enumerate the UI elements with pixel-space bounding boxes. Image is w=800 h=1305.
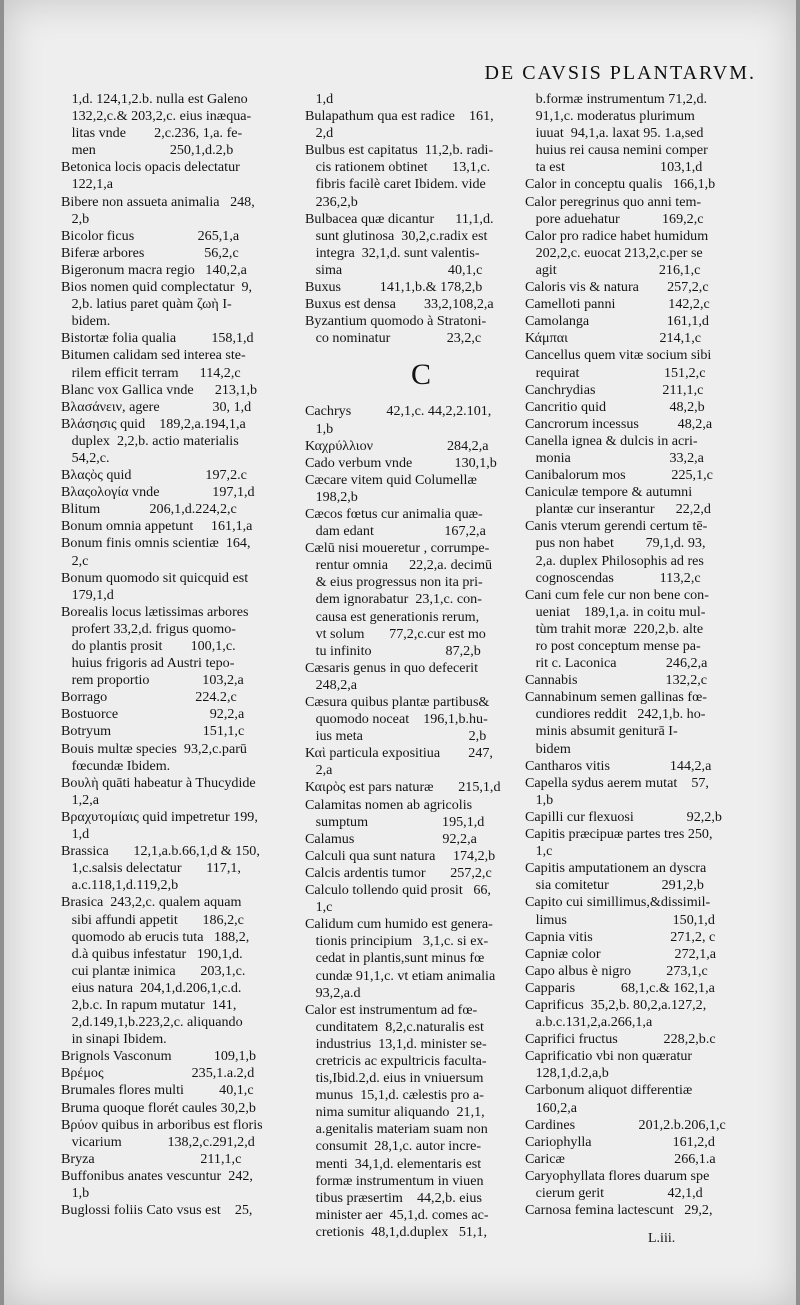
index-line: Bryza 211,1,c — [61, 1150, 242, 1167]
index-line: consumit 28,1,c. autor incre- — [305, 1138, 482, 1155]
index-line: Buglossi foliis Cato vsus est 25, — [61, 1202, 253, 1219]
index-line: Calamus 92,2,a — [305, 830, 477, 847]
index-line: Cannabis 132,2,c — [525, 672, 708, 689]
index-column-3 — [525, 91, 757, 1219]
index-line: 2,a — [305, 762, 333, 779]
index-line: minis absumit geniturā I- — [525, 723, 678, 740]
index-line: Cannabinum semen gallinas fœ- — [525, 689, 708, 706]
index-line: Capniæ color 272,1,a — [525, 945, 717, 962]
index-line: monia 33,2,a — [525, 449, 704, 466]
index-line: tionis principium 3,1,c. si ex- — [305, 933, 489, 950]
index-line: iuuat 94,1,a. laxat 95. 1.a,sed — [525, 125, 704, 142]
index-line: rentur omnia 22,2,a. decimū — [305, 557, 493, 574]
index-line: Calor peregrinus quo anni tem- — [525, 193, 702, 210]
index-line: Camolanga 161,1,d — [525, 313, 709, 330]
index-line: Canchrydias 211,1,c — [525, 381, 704, 398]
index-line: 2,b — [61, 210, 90, 227]
index-line: Caryophyllata flores duarum spe — [525, 1167, 710, 1184]
index-line: Bistortæ folia qualia 158,1,d — [61, 330, 254, 347]
index-line: Caricæ 266,1.a — [525, 1150, 716, 1167]
index-line: cundiores reddit 242,1,b. ho- — [525, 706, 706, 723]
index-line: Cado verbum vnde 130,1,b — [305, 454, 497, 471]
index-line: Βρύον quibus in arboribus est floris — [61, 1116, 263, 1133]
index-line: Caprifici fructus 228,2,b.c — [525, 1031, 716, 1048]
index-line: dem ignorabatur 23,1,c. con- — [305, 591, 482, 608]
index-line: Cæcos fœtus cur animalia quæ- — [305, 505, 483, 522]
index-line: bidem. — [61, 313, 111, 330]
index-line: Cæcare vitem quid Columellæ — [305, 471, 477, 488]
index-line: menti 34,1,d. elementaris est — [305, 1155, 482, 1172]
index-line: Cæsura quibus plantæ partibus& — [305, 694, 490, 710]
index-line: Capella sydus aerem mutat 57, — [525, 774, 709, 791]
index-line: Brignols Vasconum 109,1,b — [61, 1048, 257, 1065]
index-line: vt solum 77,2,c.cur est mo — [305, 625, 486, 642]
index-line — [305, 393, 537, 403]
index-line: Καὶ particula expositiua 247, — [305, 745, 493, 762]
index-line: ius meta 2,b — [305, 728, 487, 745]
index-line: 93,2,a.d — [305, 984, 361, 1001]
index-line: 2,d — [305, 125, 334, 142]
index-line: 179,1,d — [61, 586, 114, 603]
index-line: Βλαςολογία vnde 197,1,d — [61, 484, 255, 501]
index-line: Capo albus è nigro 273,1,c — [525, 962, 708, 979]
index-line: 128,1,d.2,a,b — [525, 1065, 609, 1082]
index-line: Biferæ arbores 56,2,c — [61, 244, 239, 261]
index-line: Cæsaris genus in quo defecerit — [305, 659, 478, 676]
index-line: a.b.c.131,2,a.266,1,a — [525, 1014, 653, 1031]
index-line: bidem — [525, 740, 571, 757]
index-line: limus 150,1,d — [525, 911, 715, 928]
index-line: 1,d — [61, 826, 90, 843]
index-line: Buffonibus anates vescuntur 242, — [61, 1167, 253, 1184]
index-line: & eius progressus non ita pri- — [305, 574, 483, 591]
index-line: 160,2,a — [525, 1099, 578, 1116]
index-line: Cælū nisi moueretur , corrumpe- — [305, 540, 490, 557]
index-line: d.à quibus infestatur 190,1,d. — [61, 945, 243, 962]
index-line: 1,b — [61, 1185, 90, 1201]
index-line: Βλασάνειν, agere 30, 1,d — [61, 398, 252, 415]
index-line: pore aduehatur 169,2,c — [525, 210, 704, 227]
index-line: a.genitalis materiam suam non — [305, 1121, 488, 1138]
index-line: Βραχυτομίαις quid impetretur 199, — [61, 808, 258, 825]
index-line: Βλάσησις quid 189,2,a.194,1,a — [61, 415, 246, 432]
index-line: tu infinito 87,2,b — [305, 642, 481, 659]
index-line: Bonum omnia appetunt 161,1,a — [61, 518, 253, 535]
index-line: a.c.118,1,d.119,2,b — [61, 877, 179, 894]
index-line: rilem efficit terram 114,2,c — [61, 364, 241, 381]
index-line: sima 40,1,c — [305, 261, 483, 278]
index-line: Caprificatio vbi non quæratur — [525, 1048, 693, 1065]
index-line: Betonica locis opacis delectatur — [61, 159, 240, 176]
index-line: Borealis locus lætissimas arbores — [61, 603, 249, 620]
index-line: munus 15,1,d. cælestis pro a- — [305, 1087, 484, 1104]
index-line: litas vnde 2,c.236, 1,a. fe- — [61, 125, 243, 142]
index-line: Brasica 243,2,c. qualem aquam — [61, 894, 242, 911]
index-line: cis rationem obtinet 13,1,c. — [305, 159, 491, 176]
index-line: 1,b — [305, 420, 334, 437]
index-line: Borrago 224.2,c — [61, 689, 237, 706]
index-line: causa est generationis rerum, — [305, 608, 480, 625]
index-line: Βουλὴ quāti habeatur à Thucydide — [61, 774, 256, 791]
index-line: 198,2,b — [305, 488, 358, 505]
index-line: 2,b. latius paret quàm ζωὴ I- — [61, 296, 232, 313]
index-line: Bigeronum macra regio 140,2,a — [61, 261, 247, 278]
index-line: Bitumen calidam sed interea ste- — [61, 347, 246, 364]
index-line: vicarium 138,2,c.291,2,d — [61, 1133, 255, 1150]
index-line: sumptum 195,1,d — [305, 813, 485, 830]
index-line: cognoscendas 113,2,c — [525, 569, 701, 586]
index-line: 202,2,c. euocat 213,2,c.per se — [525, 244, 703, 261]
index-line: cretricis ac expultricis faculta- — [305, 1052, 487, 1069]
index-line: 1,c.salsis delectatur 117,1, — [61, 860, 241, 877]
index-line: Caprificus 35,2,b. 80,2,a.127,2, — [525, 996, 707, 1013]
index-line: 236,2,b — [305, 193, 358, 210]
index-line: Carnosa femina lactescunt 29,2, — [525, 1202, 713, 1219]
signature-mark: L.iii. — [648, 1231, 676, 1246]
index-line: cundæ 91,1,c. vt etiam animalia — [305, 967, 496, 984]
index-line: Calor est instrumentum ad fœ- — [305, 1001, 478, 1018]
index-line: cunditatem 8,2,c.naturalis est — [305, 1018, 484, 1035]
index-line: sia comitetur 291,2,b — [525, 877, 704, 894]
index-line: 2,c — [61, 552, 89, 569]
index-line: Canella ignea & dulcis in acri- — [525, 432, 698, 449]
index-line: Calidum cum humido est genera- — [305, 916, 493, 933]
index-line: Camelloti panni 142,2,c — [525, 296, 710, 313]
index-line: 248,2,a — [305, 676, 358, 693]
index-line: cui plantæ inimica 203,1,c. — [61, 962, 246, 979]
index-line: Capito cui simillimus,&dissimil- — [525, 894, 711, 911]
index-line: Botryum 151,1,c — [61, 723, 245, 740]
index-line: 91,1,c. moderatus plurimum — [525, 108, 695, 125]
section-letter: C — [410, 358, 431, 392]
index-line: Calor in conceptu qualis 166,1,b — [525, 176, 716, 193]
index-line: Canibalorum mos 225,1,c — [525, 467, 713, 484]
index-line: quomodo noceat 196,1,b.hu- — [305, 711, 488, 728]
index-line: sunt glutinosa 30,2,c.radix est — [305, 227, 488, 244]
index-line: Capilli cur flexuosi 92,2,b — [525, 808, 722, 825]
index-line: nima sumitur aliquando 21,1, — [305, 1104, 485, 1121]
index-line: Brassica 12,1,a.b.66,1,d & 150, — [61, 843, 260, 860]
index-line: Bruma quoque florét caules 30,2,b — [61, 1099, 256, 1116]
index-line: Capnia vitis 271,2, c — [525, 928, 716, 945]
index-line: Κάμπαι 214,1,c — [525, 330, 701, 347]
index-line: Calamitas nomen ab agricolis — [305, 796, 473, 813]
index-line: sibi affundi appetit 186,2,c — [61, 911, 244, 928]
index-line: tis,Ibid.2,d. eius in vniuersum — [305, 1070, 484, 1087]
index-line: 2,d.149,1,b.223,2,c. aliquando — [61, 1014, 243, 1031]
index-line: Capitis amputationem an dyscra — [525, 860, 707, 877]
index-line: industrius 13,1,d. minister se- — [305, 1035, 487, 1052]
index-line: Cani cum fele cur non bene con- — [525, 586, 709, 603]
index-line: Cancellus quem vitæ socium sibi — [525, 347, 712, 364]
index-line: Cardines 201,2.b.206,1,c — [525, 1116, 726, 1133]
index-line: Bibere non assueta animalia 248, — [61, 193, 255, 210]
index-line: Blanc vox Gallica vnde 213,1,b — [61, 381, 258, 398]
index-line: huius frigoris ad Austri tepo- — [61, 655, 235, 672]
index-line: Blitum 206,1,d.224,2,c — [61, 501, 237, 518]
index-line: Cachrys 42,1,c. 44,2,2.101, — [305, 403, 492, 420]
index-line: Canis vterum gerendi certum tē- — [525, 518, 708, 535]
index-line: rit c. Laconica 246,2,a — [525, 655, 708, 672]
index-line: integra 32,1,d. sunt valentis- — [305, 244, 480, 261]
index-line: Bonum finis omnis scientiæ 164, — [61, 535, 251, 552]
index-line: plantæ cur inserantur 22,2,d — [525, 501, 711, 518]
index-line: Καιρὸς est pars naturæ 215,1,d — [305, 779, 501, 796]
index-line: huius rei causa nemini comper — [525, 142, 708, 159]
index-line: Calcis ardentis tumor 257,2,c — [305, 864, 492, 881]
index-line: do plantis prosit 100,1,c. — [61, 638, 236, 654]
index-line: 2,a. duplex Philosophis ad res — [525, 552, 704, 569]
index-line: Bonum quomodo sit quicquid est — [61, 569, 249, 586]
index-line: Cancrorum incessus 48,2,a — [525, 415, 713, 432]
index-line: Cancritio quid 48,2,b — [525, 398, 705, 415]
index-line: fœcundæ Ibidem. — [61, 757, 171, 774]
index-line: minister aer 45,1,d. comes ac- — [305, 1206, 489, 1223]
index-line: Cantharos vitis 144,2,a — [525, 757, 712, 774]
index-line: Cariophylla 161,2,d — [525, 1133, 715, 1150]
index-line: cierum gerit 42,1,d — [525, 1185, 703, 1201]
index-line: in sinapi Ibidem. — [61, 1031, 167, 1048]
index-line: co nominatur 23,2,c — [305, 330, 482, 347]
index-line: quomodo ab erucis tuta 188,2, — [61, 928, 250, 945]
index-line: Βρέμος 235,1.a.2,d — [61, 1065, 255, 1082]
index-line: 54,2,c. — [61, 449, 110, 466]
index-line: 1,d. 124,1,2.b. nulla est Galeno — [61, 91, 248, 107]
index-line: 1,d — [305, 91, 334, 107]
index-line: ueniat 189,1,a. in coitu mul- — [525, 603, 706, 620]
index-line: requirat 151,2,c — [525, 364, 706, 381]
index-line: Buxus est densa 33,2,108,2,a — [305, 296, 494, 313]
index-line: 122,1,a — [61, 176, 114, 193]
index-line: Bouis multæ species 93,2,c.parū — [61, 740, 247, 757]
index-line — [305, 347, 537, 357]
index-line: Bios nomen quid complectatur 9, — [61, 279, 253, 296]
index-line: agit 216,1,c — [525, 261, 701, 278]
index-line: Bicolor ficus 265,1,a — [61, 227, 240, 244]
index-line: b.formæ instrumentum 71,2,d. — [525, 91, 708, 107]
index-line: Bulapathum qua est radice 161, — [305, 108, 494, 125]
index-line: Byzantium quomodo à Stratoni- — [305, 313, 487, 330]
index-line: Buxus 141,1,b.& 178,2,b — [305, 279, 483, 296]
index-line: 1,c — [305, 899, 333, 916]
index-line: Calculi qua sunt natura 174,2,b — [305, 847, 496, 864]
index-line: Brumales flores multi 40,1,c — [61, 1082, 254, 1099]
index-line: Calculo tollendo quid prosit 66, — [305, 882, 491, 899]
book-page — [4, 0, 796, 1305]
index-line: Caloris vis & natura 257,2,c — [525, 279, 709, 296]
index-line: Carbonum aliquot differentiæ — [525, 1082, 693, 1099]
index-line: cretionis 48,1,d.duplex 51,1, — [305, 1223, 488, 1240]
index-line: 1,b — [525, 791, 554, 808]
index-line: formæ instrumentum in viuen — [305, 1172, 484, 1189]
index-line: tùm trahit moræ 220,2,b. alte — [525, 620, 704, 637]
index-line: Καχρύλλιον 284,2,a — [305, 437, 489, 454]
index-line: Bulbus est capitatus 11,2,b. radi- — [305, 142, 494, 159]
index-line: Βλαςὸς quid 197,2.c — [61, 467, 247, 484]
index-line: ro post conceptum mense pa- — [525, 638, 701, 654]
index-line: Capparis 68,1,c.& 162,1,a — [525, 979, 715, 996]
index-line: Calor pro radice habet humidum — [525, 227, 709, 244]
index-line: profert 33,2,d. frigus quomo- — [61, 620, 236, 637]
running-header: DE CAVSIS PLANTARVM. — [484, 62, 756, 84]
index-line: duplex 2,2,b. actio materialis — [61, 432, 239, 449]
index-line: ta est 103,1,d — [525, 159, 703, 176]
index-line: 132,2,c.& 203,2,c. eius inæqua- — [61, 108, 252, 125]
index-line: Bostuorce 92,2,a — [61, 706, 245, 723]
index-column-1 — [61, 91, 293, 1219]
index-line: eius natura 204,1,d.206,1,c.d. — [61, 979, 242, 996]
index-line: dam edant 167,2,a — [305, 523, 486, 540]
index-line: cedat in plantis,sunt minus fœ — [305, 950, 485, 967]
index-line: Caniculæ tempore & autumni — [525, 484, 693, 501]
index-line: 2,b.c. In rapum mutatur 141, — [61, 996, 237, 1013]
index-line: Capitis præcipuæ partes tres 250, — [525, 826, 713, 843]
index-line: Bulbacea quæ dicantur 11,1,d. — [305, 210, 494, 227]
index-line: 1,c — [525, 843, 553, 860]
index-line: rem proportio 103,2,a — [61, 672, 244, 689]
index-line: 1,2,a — [61, 791, 99, 808]
index-column-2 — [305, 91, 537, 1241]
index-line: men 250,1,d.2,b — [61, 142, 234, 159]
index-line: fibris facilè caret Ibidem. vide — [305, 176, 486, 193]
index-line: tibus præsertim 44,2,b. eius — [305, 1189, 482, 1206]
index-line: pus non habet 79,1,d. 93, — [525, 535, 706, 552]
